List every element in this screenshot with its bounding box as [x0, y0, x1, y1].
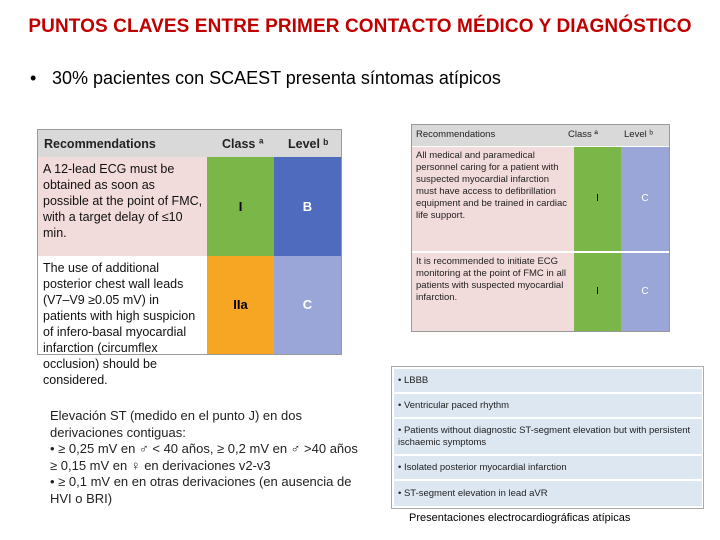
slide-title: PUNTOS CLAVES ENTRE PRIMER CONTACTO MÉDICO Y DIAGNÓSTICO: [28, 16, 692, 37]
list-item: • ST-segment elevation in lead aVR: [394, 481, 702, 506]
class-cell: I: [207, 157, 274, 256]
recommendation-text: All medical and paramedical personnel caring for a patient with suspected myocardial infarction must have access to defibrillation equipment and be trained in cardiac life support.: [412, 147, 574, 251]
list-caption: Presentaciones electrocardiográficas atípicas: [409, 512, 631, 524]
class-cell: I: [574, 147, 621, 251]
header-recommendations: Recommendations: [416, 129, 496, 140]
list-item: • Patients without diagnostic ST-segment elevation but with persistent ischaemic symptoms: [394, 419, 702, 454]
header-recommendations: Recommendations: [44, 137, 156, 151]
criteria-item: • ≥ 0,1 mV en en otras derivaciones (en ausencia de HVI o BRI): [50, 474, 352, 506]
class-cell: I: [574, 253, 621, 331]
recommendation-text: The use of additional posterior chest wall leads (V7–V9 ≥0.05 mV) in patients with high suspicion of infero-basal myocardial infarction (circumflex occlusion) should be considered.: [38, 256, 207, 354]
header-level: Level ᵇ: [288, 137, 329, 151]
table-header: [412, 125, 669, 146]
table-header: [38, 130, 341, 157]
recommendation-text: It is recommended to initiate ECG monitoring at the point of FMC in all patients with suspected myocardial infarction.: [412, 253, 574, 331]
bullet-text: 30% pacientes con SCAEST presenta síntomas atípicos: [52, 68, 501, 88]
recommendations-table-ecg: [37, 129, 342, 387]
header-level: Level ᵇ: [624, 129, 653, 140]
bullet-point: [30, 68, 501, 89]
st-elevation-criteria: [50, 408, 360, 507]
level-cell: B: [274, 157, 341, 256]
list-item: • LBBB: [394, 369, 702, 392]
level-cell: C: [621, 147, 669, 251]
criteria-intro: Elevación ST (medido en el punto J) en dos derivaciones contiguas:: [50, 408, 302, 440]
header-class: Class ª: [568, 129, 598, 140]
recommendations-table-monitoring: [411, 124, 670, 332]
level-cell: C: [274, 256, 341, 354]
header-class: Class ª: [222, 137, 264, 151]
class-cell: IIa: [207, 256, 274, 354]
atypical-ecg-list: [391, 366, 704, 509]
criteria-item: • ≥ 0,25 mV en ♂ < 40 años, ≥ 0,2 mV en ♂ >40 años ≥ 0,15 mV en ♀ en derivaciones v2-v3: [50, 441, 358, 473]
list-item: • Isolated posterior myocardial infarction: [394, 456, 702, 479]
recommendation-text: A 12-lead ECG must be obtained as soon as possible at the point of FMC, with a target delay of ≤10 min.: [38, 157, 207, 256]
bullet-dot: •: [30, 68, 37, 88]
list-item: • Ventricular paced rhythm: [394, 394, 702, 417]
level-cell: C: [621, 253, 669, 331]
